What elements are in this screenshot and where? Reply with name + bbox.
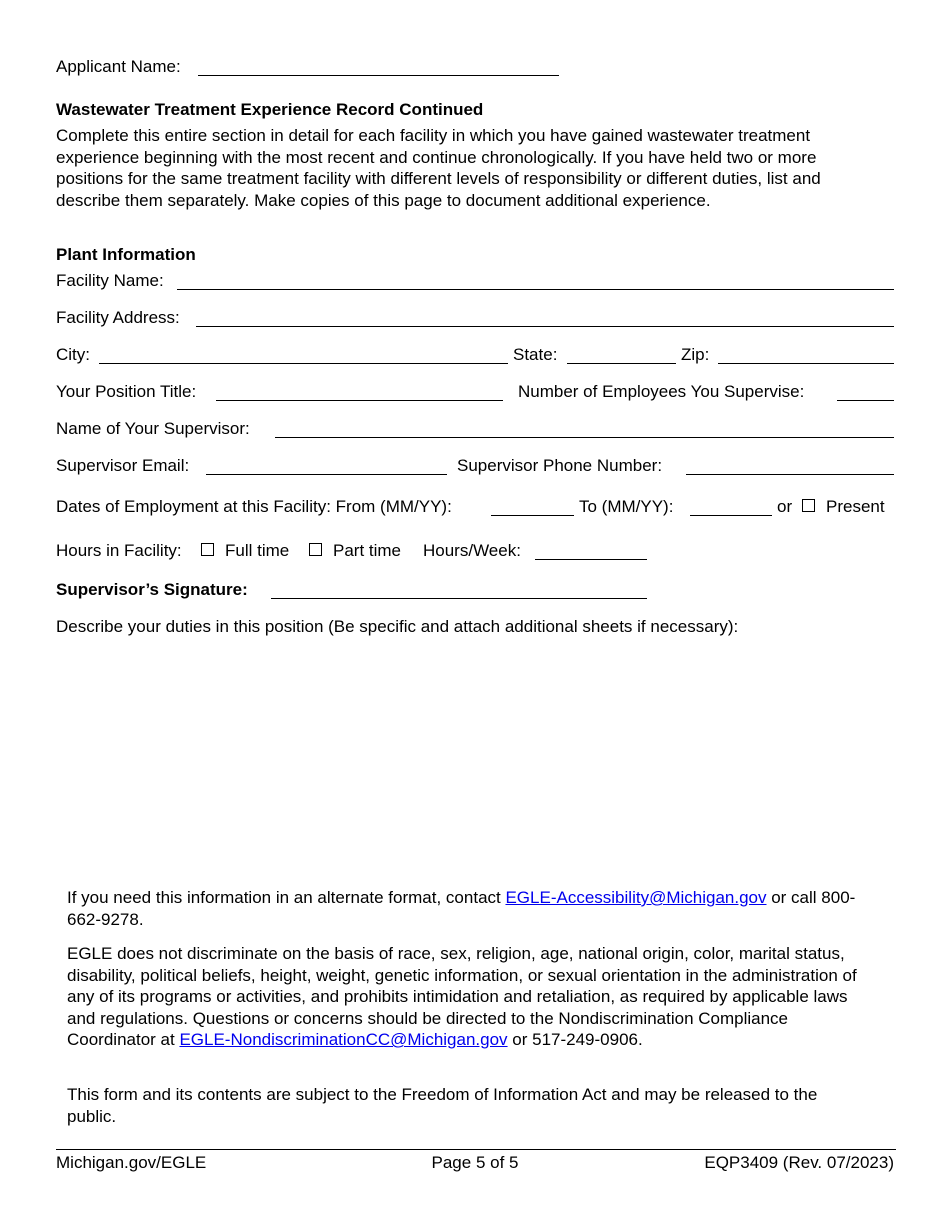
footer-form-number: EQP3409 (Rev. 07/2023) xyxy=(704,1153,894,1172)
supervisor-phone-field[interactable] xyxy=(686,474,894,475)
facility-address-label: Facility Address: xyxy=(56,308,180,327)
part-time-checkbox[interactable] xyxy=(309,543,322,556)
foia-notice: This form and its contents are subject to the Freedom of Information Act and may be released to the public. xyxy=(67,1085,818,1126)
full-time-checkbox[interactable] xyxy=(201,543,214,556)
hours-label: Hours in Facility: xyxy=(56,541,182,560)
nondiscrimination-phone-text: or 517-249-0906. xyxy=(507,1030,643,1049)
duties-field[interactable] xyxy=(56,642,894,867)
position-title-field[interactable] xyxy=(216,400,503,401)
hours-week-label: Hours/Week: xyxy=(423,541,521,560)
dates-from-field[interactable] xyxy=(491,515,574,516)
nondiscrimination-notice xyxy=(67,943,867,1051)
zip-label: Zip: xyxy=(681,345,710,364)
section-instructions: Complete this entire section in detail for each facility in which you have gained wastewater treatment experience beginning with the most recent and continue chronologically. If you have held two or more positions for the same treatment facility with different levels of responsibility or different duties, list and describe them separately. Make copies of this page to document additional experience. xyxy=(56,126,821,210)
position-title-label: Your Position Title: xyxy=(56,382,197,401)
hours-week-field[interactable] xyxy=(535,559,647,560)
supervisor-phone-label: Supervisor Phone Number: xyxy=(457,456,663,475)
nondiscrimination-text: EGLE does not discriminate on the basis of race, sex, religion, age, national origin, color, marital status, disability, political beliefs, height, weight, genetic information, or sexual orientation in the administration of any of its programs or activities, and prohibits intimidation and retaliation, as required by applicable laws and regulations. Questions or concerns should be directed to the Nondiscrimination Compliance Coordinator at xyxy=(67,944,857,1049)
alt-format-text: If you need this information in an alternate format, contact xyxy=(67,888,506,907)
nondiscrimination-email-link[interactable]: EGLE-NondiscriminationCC@Michigan.gov xyxy=(179,1030,508,1049)
applicant-name-field[interactable] xyxy=(198,75,559,76)
supervisor-name-field[interactable] xyxy=(275,437,894,438)
state-label: State: xyxy=(513,345,558,364)
part-time-label: Part time xyxy=(333,541,402,560)
facility-address-field[interactable] xyxy=(196,326,894,327)
zip-field[interactable] xyxy=(718,363,894,364)
dates-to-label: To (MM/YY): xyxy=(579,497,674,516)
footer-divider xyxy=(56,1149,896,1150)
applicant-name-label: Applicant Name: xyxy=(56,57,181,76)
or-label: or xyxy=(777,497,793,516)
city-field[interactable] xyxy=(99,363,508,364)
state-field[interactable] xyxy=(567,363,676,364)
supervisor-signature-label: Supervisor’s Signature: xyxy=(56,580,248,599)
footer-website: Michigan.gov/EGLE xyxy=(56,1153,207,1172)
section-title: Wastewater Treatment Experience Record Continued xyxy=(56,100,484,119)
supervisor-signature-field[interactable] xyxy=(271,598,647,599)
plant-info-heading: Plant Information xyxy=(56,245,196,264)
city-label: City: xyxy=(56,345,90,364)
present-checkbox[interactable] xyxy=(802,499,815,512)
facility-name-label: Facility Name: xyxy=(56,271,164,290)
alt-format-phone-text: or call 800-662-9278. xyxy=(67,888,856,929)
supervisor-name-label: Name of Your Supervisor: xyxy=(56,419,250,438)
num-employees-label: Number of Employees You Supervise: xyxy=(518,382,805,401)
present-label: Present xyxy=(826,497,885,516)
dates-from-label: Dates of Employment at this Facility: From (MM/YY): xyxy=(56,497,452,516)
alt-format-notice xyxy=(67,887,867,930)
supervisor-email-label: Supervisor Email: xyxy=(56,456,190,475)
facility-name-field[interactable] xyxy=(177,289,894,290)
footer-page-number: Page 5 of 5 xyxy=(431,1153,519,1172)
duties-label: Describe your duties in this position (Be specific and attach additional sheets if necessary): xyxy=(56,617,739,636)
full-time-label: Full time xyxy=(225,541,290,560)
num-employees-field[interactable] xyxy=(837,400,894,401)
supervisor-email-field[interactable] xyxy=(206,474,447,475)
accessibility-email-link[interactable]: EGLE-Accessibility@Michigan.gov xyxy=(505,888,767,907)
dates-to-field[interactable] xyxy=(690,515,772,516)
